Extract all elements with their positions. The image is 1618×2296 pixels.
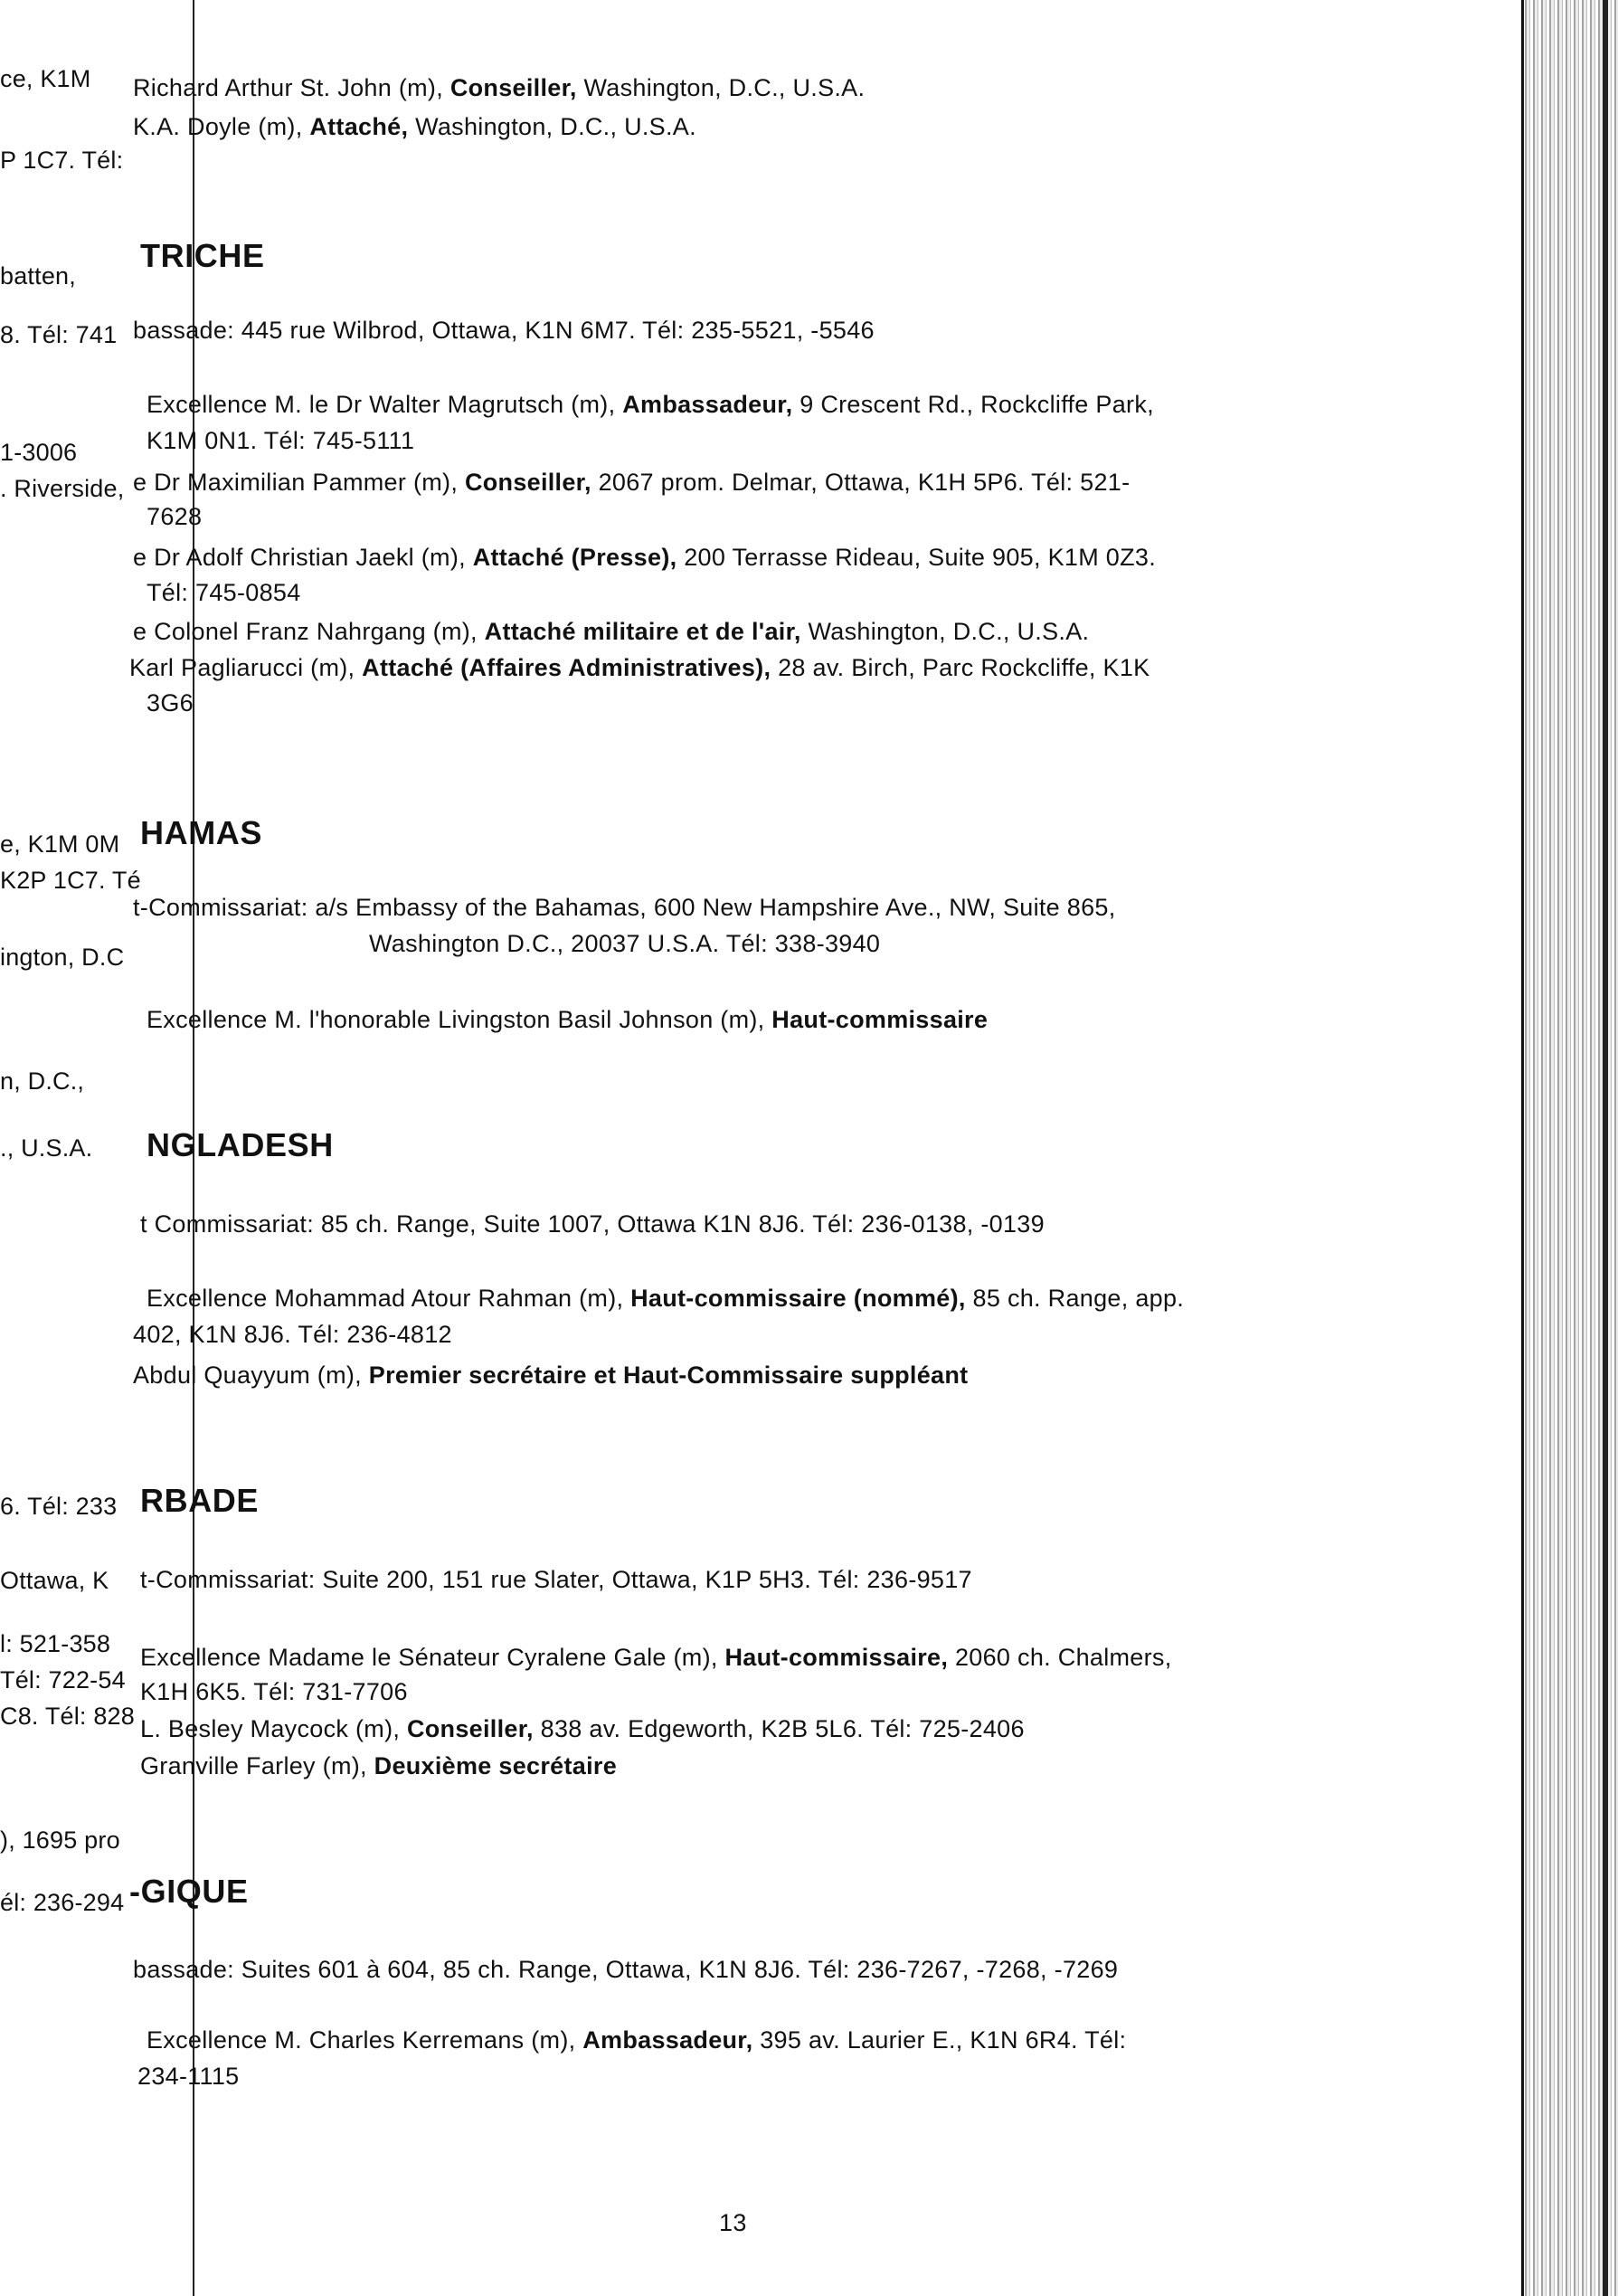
entry-text: Tél: 745-0854 [147, 579, 301, 606]
entry-text: Excellence M. le Dr Walter Magrutsch (m), [147, 391, 623, 418]
entry-text: Excellence Mohammad Atour Rahman (m), [147, 1285, 631, 1312]
left-margin-fragment: 8. Tél: 741 [0, 321, 118, 348]
entry-text: Washington D.C., 20037 U.S.A. Tél: 338-3940 [369, 930, 881, 957]
title-text: Ambassadeur, [582, 2026, 753, 2054]
entry-text: Karl Pagliarucci (m), [129, 654, 363, 681]
entry-text: Excellence M. l'honorable Livingston Basil Johnson (m), [147, 1006, 772, 1033]
entry-line [137, 2063, 240, 2091]
entry-line [147, 1285, 1184, 1313]
entry-line [140, 1566, 972, 1594]
entry-line [133, 74, 865, 102]
entry-line [140, 1644, 1172, 1672]
entry-line [147, 579, 301, 607]
entry-text: bassade: 445 rue Wilbrod, Ottawa, K1N 6M7. Tél: 235-5521, -5546 [133, 317, 875, 344]
entry-text: 395 av. Laurier E., K1N 6R4. Tél: [752, 2026, 1127, 2054]
country-heading [147, 1126, 334, 1164]
entry-text: Abdul Quayyum (m), [133, 1361, 369, 1389]
left-margin-fragment: l: 521-358 [0, 1630, 111, 1657]
left-margin-fragment: K2P 1C7. Té [0, 867, 141, 894]
entry-text: NGLADESH [147, 1126, 334, 1163]
entry-line [133, 113, 696, 141]
entry-text: 402, K1N 8J6. Tél: 236-4812 [133, 1321, 452, 1348]
entry-text: e Colonel Franz Nahrgang (m), [133, 618, 485, 645]
left-margin-fragment: ., U.S.A. [0, 1134, 93, 1162]
entry-text: Richard Arthur St. John (m), [133, 74, 450, 101]
country-heading [129, 1873, 249, 1911]
entry-text: t-Commissariat: a/s Embassy of the Bahamas, 600 New Hampshire Ave., NW, Suite 865, [133, 894, 1116, 921]
entry-text: K1H 6K5. Tél: 731-7706 [140, 1678, 408, 1705]
entry-text: 85 ch. Range, app. [965, 1285, 1185, 1312]
left-margin-fragment: P 1C7. Tél: [0, 147, 124, 174]
entry-line [140, 1752, 617, 1780]
title-text: Ambassadeur, [622, 391, 793, 418]
entry-text: 7628 [147, 503, 203, 530]
page-number: 13 [719, 2209, 747, 2236]
title-text: Haut-commissaire, [724, 1644, 949, 1671]
country-heading [140, 814, 262, 852]
entry-text: t Commissariat: 85 ch. Range, Suite 1007, Ottawa K1N 8J6. Tél: 236-0138, -0139 [140, 1210, 1045, 1238]
left-margin-fragment: él: 236-294 [0, 1889, 125, 1916]
entry-text: 28 av. Birch, Parc Rockcliffe, K1K [771, 654, 1150, 681]
title-text: Premier secrétaire et Haut-Commissaire suppléant [368, 1361, 969, 1389]
entry-text: Washington, D.C., U.S.A. [408, 113, 696, 140]
entry-line [369, 930, 880, 958]
entry-text: RBADE [140, 1482, 260, 1519]
entry-text: 838 av. Edgeworth, K2B 5L6. Tél: 725-2406 [533, 1715, 1025, 1742]
entry-line [133, 317, 875, 345]
country-heading [140, 237, 265, 275]
entry-text: Washington, D.C., U.S.A. [576, 74, 866, 101]
entry-line [147, 427, 414, 455]
entry-text: 234-1115 [137, 2063, 240, 2090]
entry-text: e Dr Maximilian Pammer (m), [133, 469, 465, 496]
title-text: Attaché (Affaires Administratives), [362, 654, 771, 681]
page-edge-line [1521, 0, 1524, 2296]
entry-text: Washington, D.C., U.S.A. [800, 618, 1090, 645]
left-margin-fragment: Ottawa, K [0, 1567, 109, 1594]
left-margin-fragment: ), 1695 pro [0, 1826, 120, 1854]
entry-line [129, 654, 1150, 682]
entry-line [147, 2026, 1126, 2054]
entry-text: bassade: Suites 601 à 604, 85 ch. Range, Ottawa, K1N 8J6. Tél: 236-7267, -7268, -7269 [133, 1956, 1119, 1983]
entry-line [133, 1956, 1118, 1984]
left-margin-fragment: . Riverside, [0, 475, 125, 502]
entry-text: t-Commissariat: Suite 200, 151 rue Slater, Ottawa, K1P 5H3. Tél: 236-9517 [140, 1566, 972, 1593]
left-margin-fragment: C8. Tél: 828 [0, 1703, 135, 1730]
entry-text: e Dr Adolf Christian Jaekl (m), [133, 544, 473, 571]
left-margin-fragment: e, K1M 0M [0, 830, 120, 858]
title-text: Deuxième secrétaire [374, 1752, 618, 1779]
entry-text: HAMAS [140, 814, 262, 851]
left-margin-fragment: n, D.C., [0, 1067, 85, 1095]
page-edge-line-outer [1603, 0, 1608, 2296]
entry-line [140, 1678, 408, 1706]
left-margin-fragment: ce, K1M [0, 65, 91, 92]
entry-line [147, 391, 1154, 419]
title-text: Attaché, [309, 113, 409, 140]
entry-line [147, 689, 194, 717]
entry-text: 2067 prom. Delmar, Ottawa, K1H 5P6. Tél: 521- [591, 469, 1131, 496]
entry-line [140, 1210, 1045, 1238]
entry-line [133, 618, 1089, 646]
entry-line [140, 1715, 1025, 1743]
entry-text: 3G6 [147, 689, 194, 716]
entry-line [147, 1006, 988, 1034]
entry-line [133, 894, 1116, 922]
left-margin-fragment: 1-3006 [0, 439, 78, 466]
entry-line [133, 469, 1130, 497]
entry-text: K.A. Doyle (m), [133, 113, 310, 140]
left-margin-fragment: Tél: 722-54 [0, 1666, 126, 1694]
entry-text: Excellence M. Charles Kerremans (m), [147, 2026, 583, 2054]
entry-text: Granville Farley (m), [140, 1752, 374, 1779]
title-text: Attaché militaire et de l'air, [484, 618, 801, 645]
entry-line [133, 544, 1156, 572]
left-margin-fragment: batten, [0, 262, 76, 289]
title-text: Conseiller, [406, 1715, 534, 1742]
title-text: Haut-commissaire [771, 1006, 989, 1033]
title-text: Attaché (Presse), [472, 544, 677, 571]
title-text: Conseiller, [449, 74, 577, 101]
entry-text: 200 Terrasse Rideau, Suite 905, K1M 0Z3. [677, 544, 1157, 571]
entry-line [133, 1321, 452, 1349]
entry-line [147, 503, 202, 531]
entry-text: TRICHE [140, 237, 265, 274]
entry-text: 2060 ch. Chalmers, [948, 1644, 1172, 1671]
title-text: Conseiller, [464, 469, 591, 496]
entry-line [133, 1361, 968, 1390]
left-margin-fragment: 6. Tél: 233 [0, 1493, 118, 1520]
entry-text: K1M 0N1. Tél: 745-5111 [147, 427, 415, 454]
entry-text: L. Besley Maycock (m), [140, 1715, 407, 1742]
title-text: Haut-commissaire (nommé), [630, 1285, 966, 1312]
country-heading [140, 1482, 259, 1520]
entry-text: -GIQUE [129, 1873, 249, 1910]
left-margin-fragment: ington, D.C [0, 944, 125, 971]
entry-text: 9 Crescent Rd., Rockcliffe Park, [792, 391, 1154, 418]
entry-text: Excellence Madame le Sénateur Cyralene Gale (m), [140, 1644, 725, 1671]
